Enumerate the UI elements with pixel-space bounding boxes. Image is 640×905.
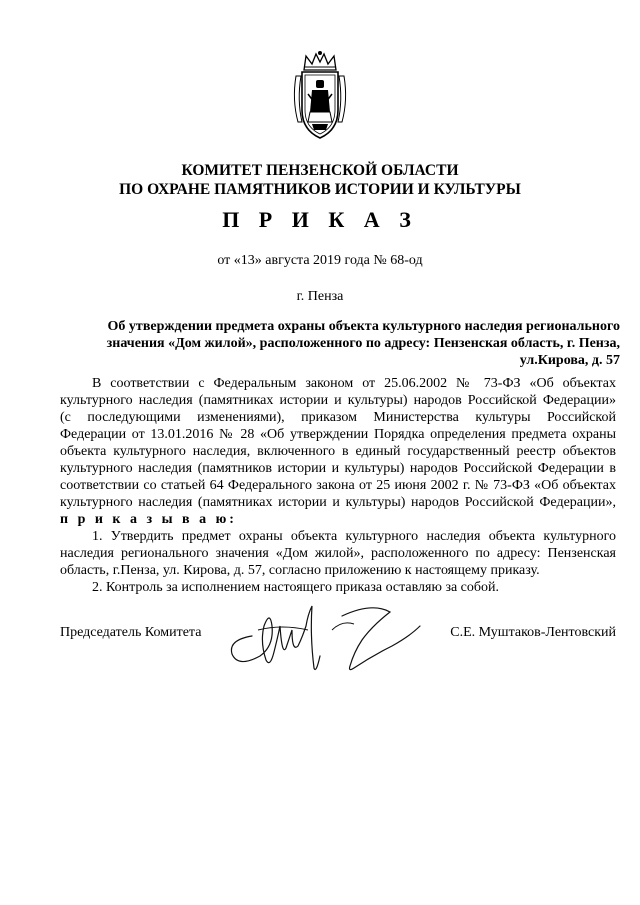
body-line: объекта культурного наследия, включенного в единый государственный реестр объектов bbox=[60, 444, 616, 459]
body-line: культурного наследия (памятниках истории и культуры) народов Российской Федерации» bbox=[60, 393, 616, 408]
penza-coat-of-arms-icon bbox=[288, 50, 352, 142]
document-subject bbox=[60, 318, 620, 369]
order-item-1-line: 1. Утвердить предмет охраны объекта культурного наследия объекта культурного bbox=[92, 529, 616, 544]
handwritten-signature bbox=[222, 596, 432, 674]
subject-line: Об утверждении предмета охраны объекта культурного наследия регионального bbox=[107, 319, 620, 334]
document-title: П Р И К А З bbox=[222, 207, 418, 232]
body-line: соответствии со статьей 64 Федерального закона от 25 июня 2002 г. № 73-ФЗ «Об объектах bbox=[60, 478, 616, 493]
body-line: (с последующими изменениями), приказом Министерства культуры Российской bbox=[60, 410, 616, 425]
subject-line: значения «Дом жилой», расположенного по адресу: Пензенская область, г. Пенза, bbox=[106, 336, 620, 351]
order-item-1-line: область, г.Пенза, ул. Кирова, д. 57, согласно приложению к настоящему приказу. bbox=[60, 563, 540, 578]
document-city: г. Пенза bbox=[296, 289, 344, 304]
body-line: культурного наследия (памятниках истории и культуры) народов Российской Федерации», bbox=[60, 495, 616, 510]
order-item-2: 2. Контроль за исполнением настоящего приказа оставляю за собой. bbox=[92, 580, 500, 595]
signatory-name: С.Е. Муштаков-Лентовский bbox=[450, 625, 616, 640]
committee-name-line2: ПО ОХРАНЕ ПАМЯТНИКОВ ИСТОРИИ И КУЛЬТУРЫ bbox=[119, 181, 521, 198]
document-body bbox=[60, 375, 616, 596]
committee-name-line1: КОМИТЕТ ПЕНЗЕНСКОЙ ОБЛАСТИ bbox=[181, 162, 459, 179]
order-directive-word: п р и к а з ы в а ю: bbox=[60, 512, 237, 527]
signatory-position: Председатель Комитета bbox=[60, 625, 202, 640]
signature-block bbox=[60, 624, 616, 674]
document-date-number: от «13» августа 2019 года № 68-од bbox=[217, 253, 423, 268]
subject-line: ул.Кирова, д. 57 bbox=[519, 353, 620, 368]
body-line: В соответствии с Федеральным законом от 25.06.2002 № 73-ФЗ «Об объектах bbox=[92, 376, 616, 391]
body-line: культурного наследия (памятников истории и культуры) народов Российской Федерации в bbox=[60, 461, 616, 476]
body-line: Федерации от 13.01.2016 № 28 «Об утверждении Порядка определения предмета охраны bbox=[60, 427, 616, 442]
order-item-1-line: наследия регионального значения «Дом жилой», расположенного по адресу: Пензенская bbox=[60, 546, 616, 561]
